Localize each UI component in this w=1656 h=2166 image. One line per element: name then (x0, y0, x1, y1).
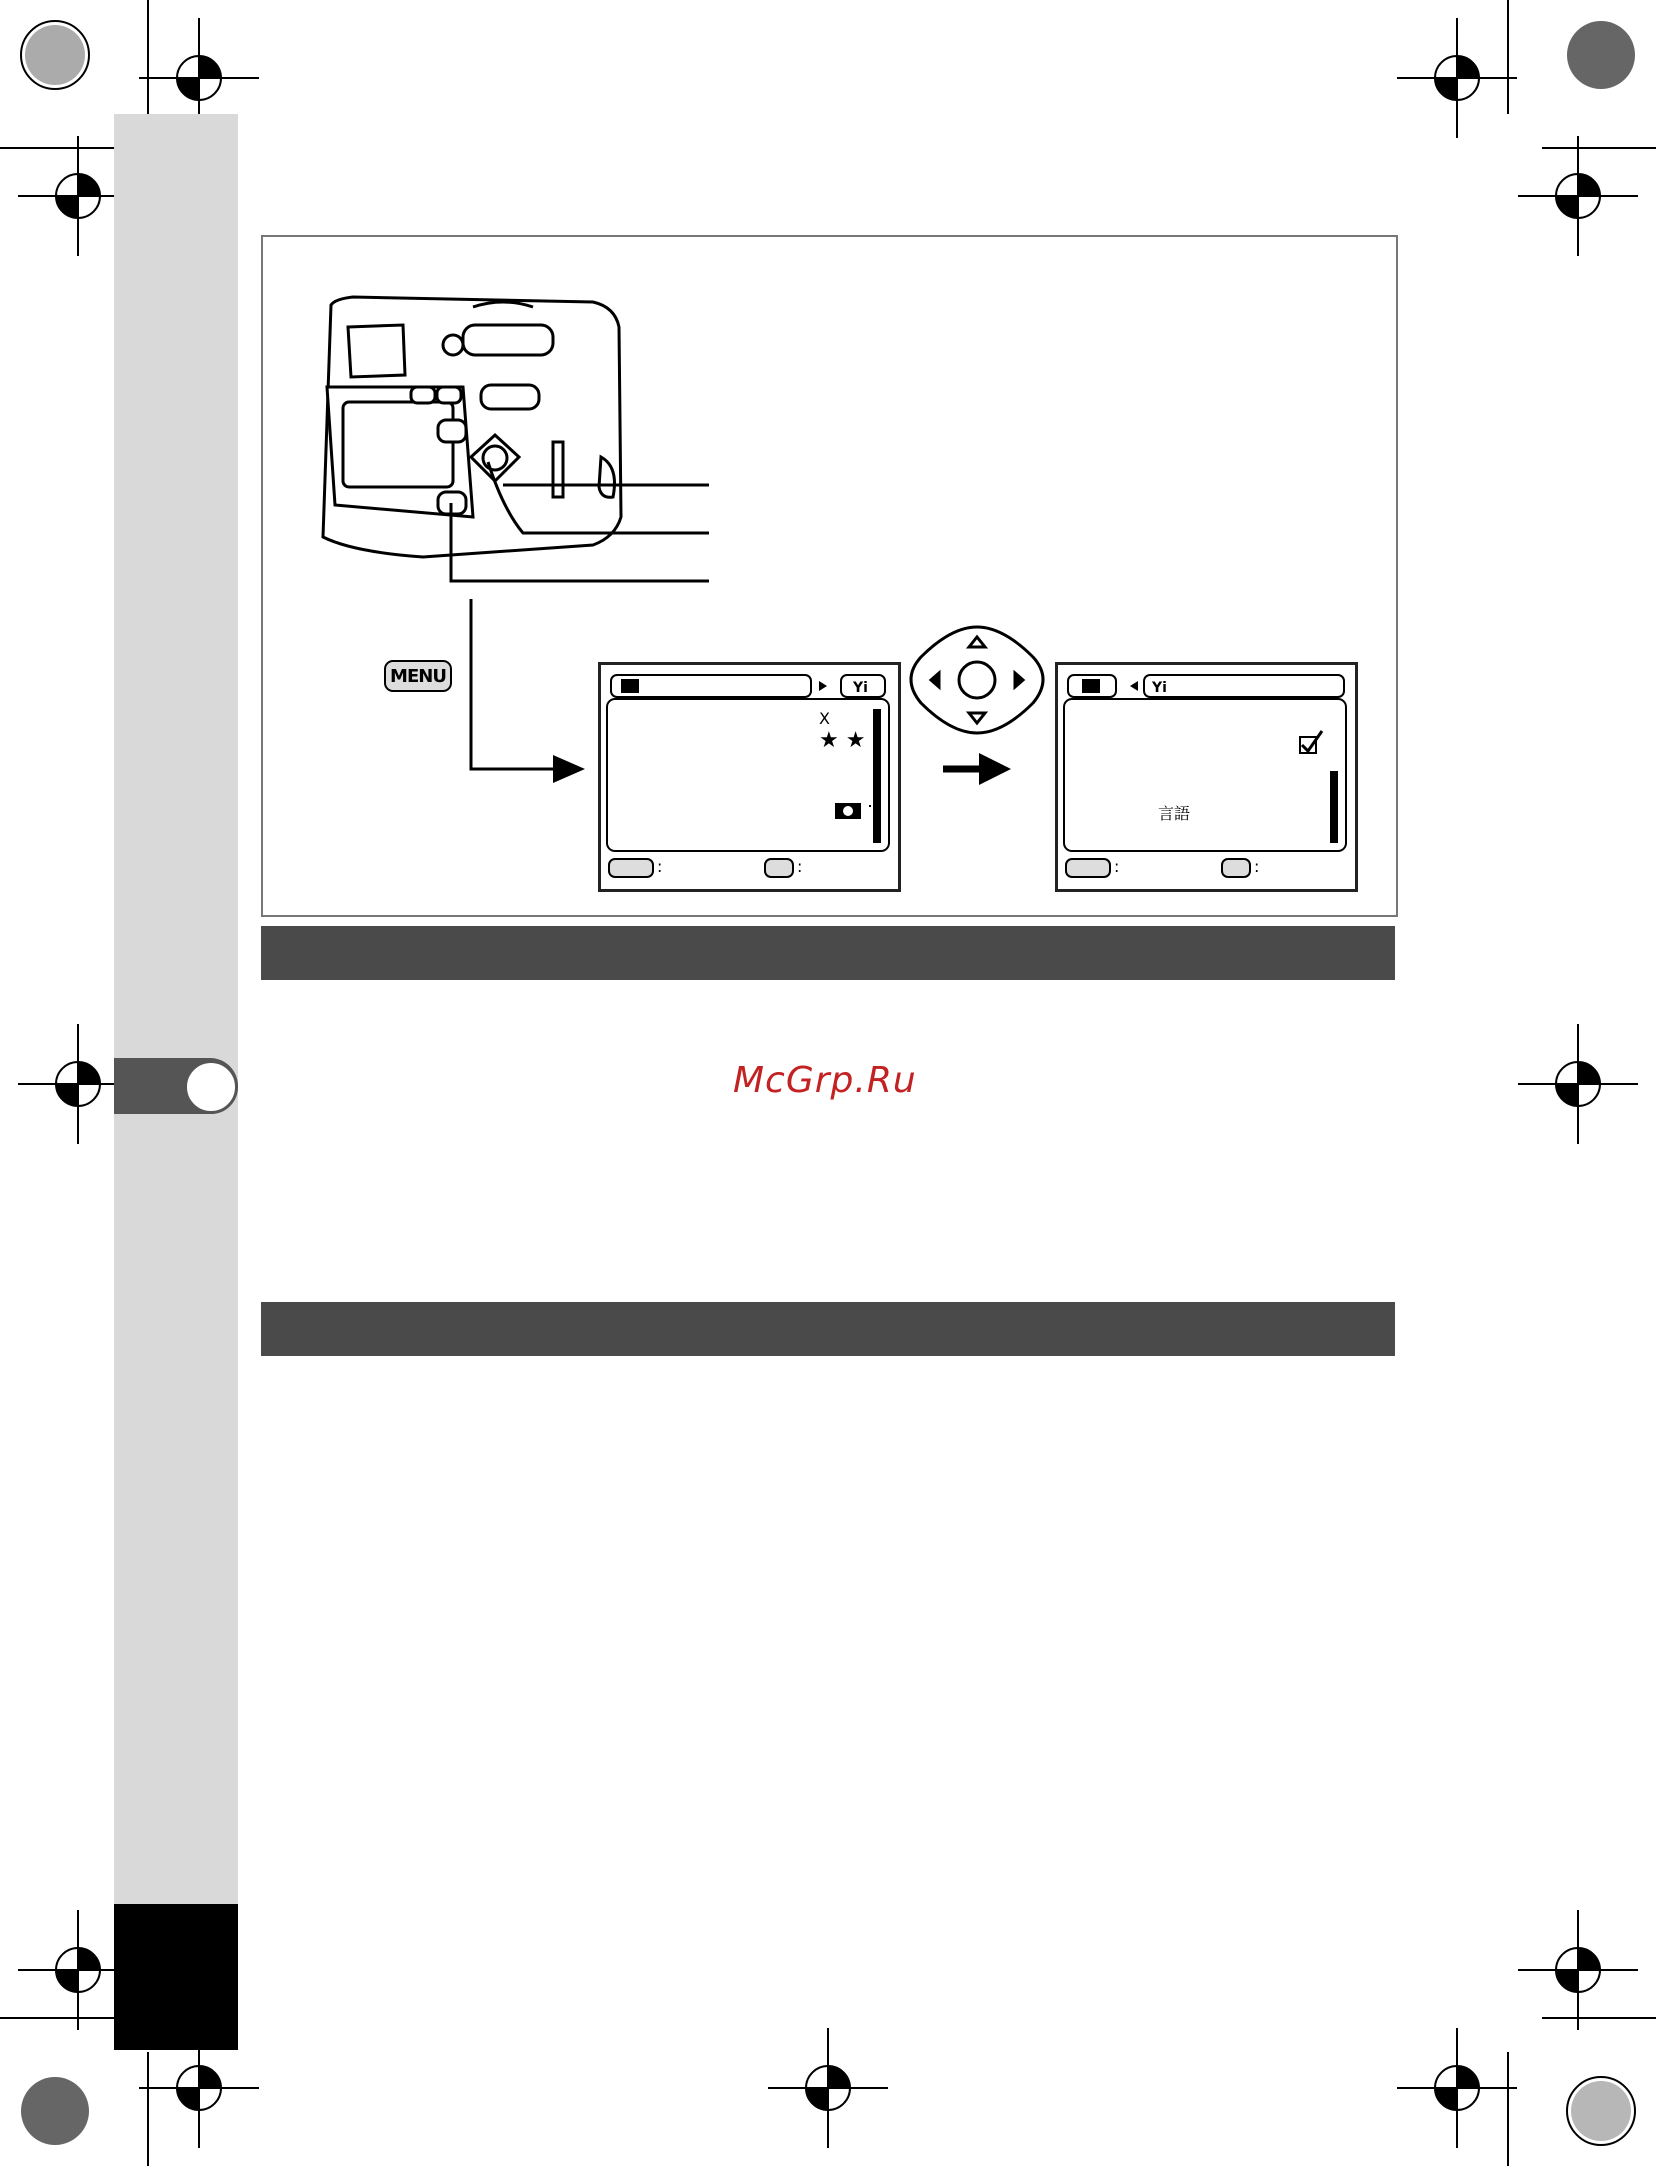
camera-illustration (323, 297, 621, 557)
four-way-controller-icon (911, 627, 1043, 733)
footer-colon-right: : (1254, 857, 1260, 876)
language-label: 言語 (1158, 804, 1191, 823)
quality-x-label: X (819, 709, 830, 728)
menu-button-label: MENU (390, 666, 446, 687)
footer-colon-left: : (1114, 857, 1120, 876)
section-heading-bar (261, 1302, 1395, 1356)
figure-box (261, 235, 1398, 917)
camera-icon (621, 679, 639, 693)
page-side-strip (114, 114, 238, 1904)
wrench-icon: Yi (853, 680, 868, 696)
footer-colon-left: : (657, 857, 663, 876)
chapter-circle (184, 1060, 238, 1114)
section-heading-bar (261, 926, 1395, 980)
arrow-right-icon (979, 753, 1011, 785)
menu-screen-recording (598, 662, 901, 892)
camera-icon (1082, 679, 1100, 693)
watermark: McGrp.Ru (733, 1060, 917, 1101)
footer-colon-right: : (797, 857, 803, 876)
wrench-icon: Yi (1152, 680, 1167, 696)
page-number-block (114, 1904, 238, 2050)
quality-stars: ★ ★ (819, 728, 866, 753)
menu-screen-setup (1055, 662, 1358, 892)
arrow-right-icon (553, 755, 585, 783)
